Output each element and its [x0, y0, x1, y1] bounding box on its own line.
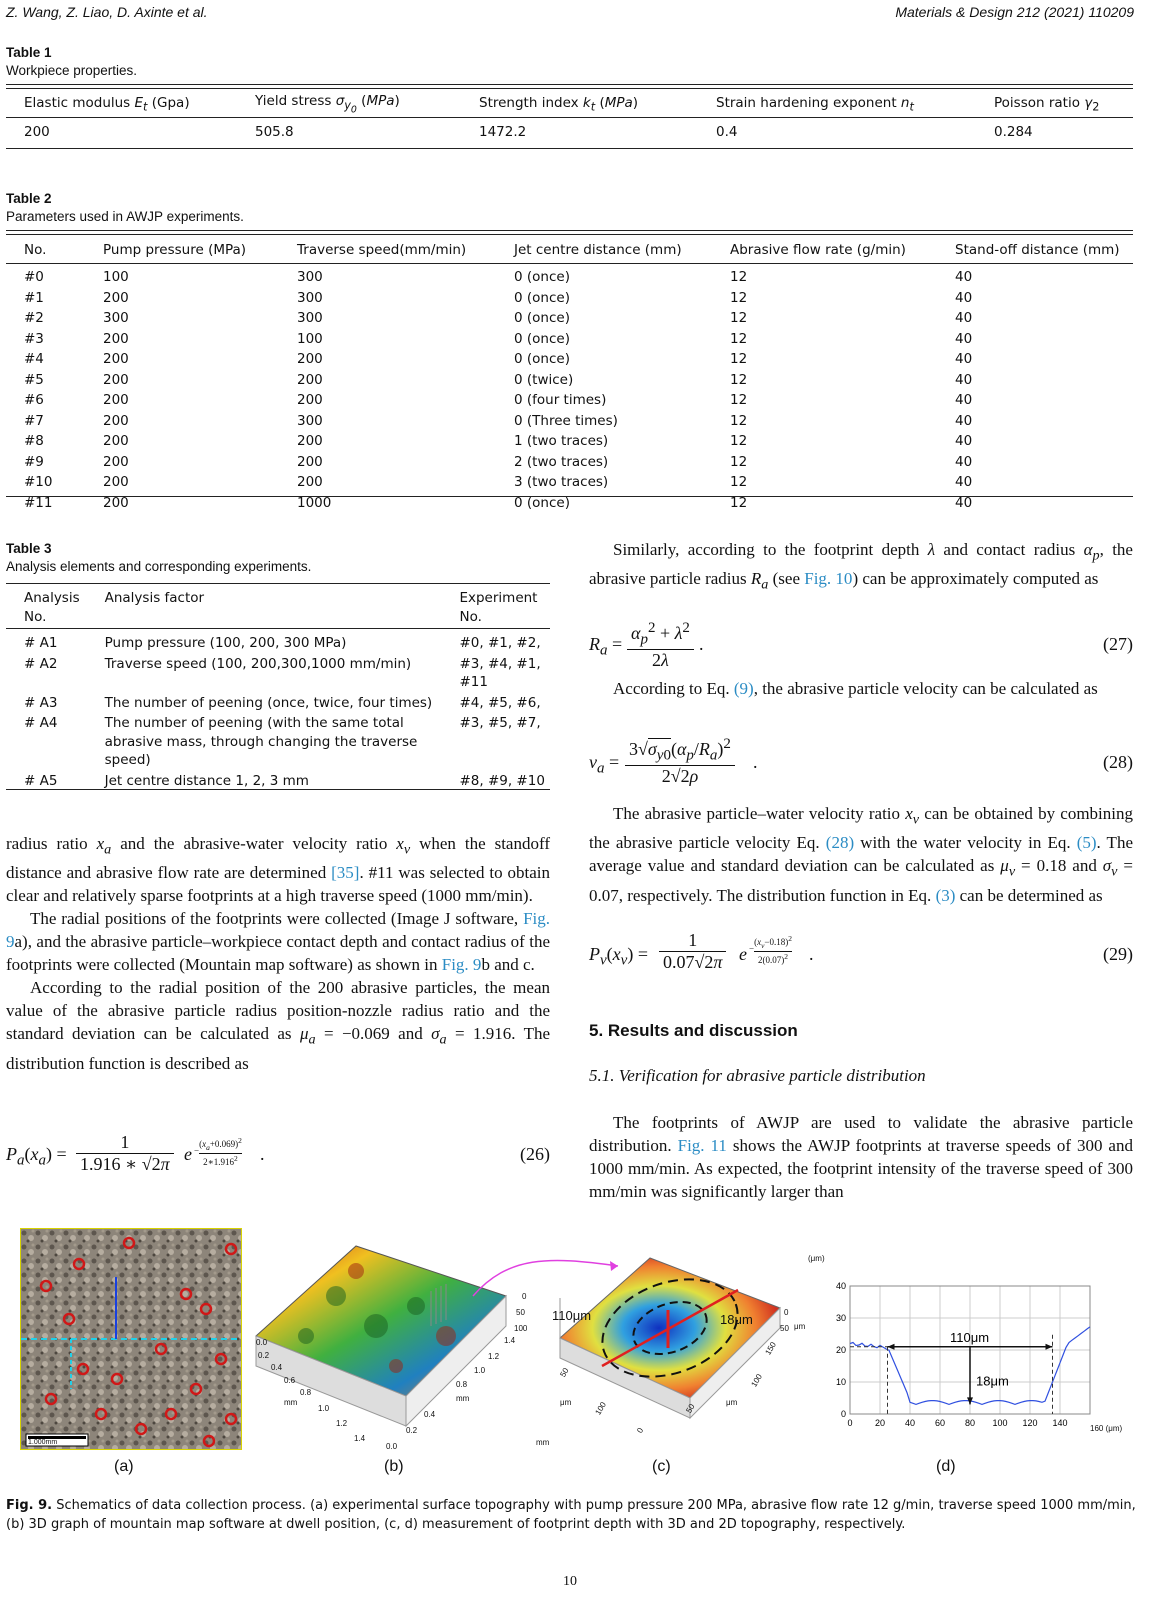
table3-header-cell: Experiment No.	[459, 590, 538, 625]
panel-label-d: (d)	[936, 1458, 956, 1475]
table-cell: 0 (four times)	[514, 392, 607, 408]
y-tick-label: 10	[835, 1377, 846, 1387]
table-row	[6, 411, 1133, 432]
c-tick: 150	[763, 1340, 778, 1357]
table-cell: 200	[103, 371, 129, 388]
table-cell: 200	[103, 494, 129, 511]
figure-link[interactable]: Fig. 10	[804, 569, 853, 589]
equation-26: $P_a(x_a)$ = $\frac{1}{1.916 ∗ √2\pi}$ e − $\frac{(x_a+0.069)^2}{2∗1.916^2}$ . (26)	[6, 1132, 550, 1174]
table-cell: #7	[24, 412, 44, 429]
right-column-top	[589, 538, 1133, 597]
table3-header-cell: Analysis factor	[104, 590, 205, 606]
table-cell: 200	[103, 474, 129, 490]
table2-header-cell: Traverse speed(mm/min)	[297, 241, 467, 258]
x-tick-label: 20	[874, 1418, 886, 1428]
table-cell: 12	[730, 289, 748, 306]
table-row	[6, 329, 1133, 350]
right-column-p3	[589, 802, 1133, 907]
table-row	[6, 390, 1133, 411]
table-cell: 12	[730, 371, 748, 388]
table-cell: #6	[24, 392, 44, 408]
c-width-label: 110μm	[552, 1308, 592, 1323]
panel-label-b: (b)	[384, 1458, 404, 1475]
table1-header: Yield stress $\sigma_{y_0}$ (MPa)	[255, 93, 400, 115]
table-cell: 40	[955, 310, 973, 326]
b-right-tick: 50	[516, 1308, 525, 1317]
x-tick-label: 80	[964, 1418, 976, 1428]
table-cell: 12	[730, 310, 748, 326]
table-row	[6, 431, 1133, 452]
x-tick-label: 140	[1052, 1418, 1068, 1428]
table-cell: 200	[103, 351, 129, 367]
table-cell: 40	[955, 453, 973, 470]
table-cell: 40	[955, 392, 973, 408]
micrograph-panel-a	[20, 1228, 242, 1450]
table-cell: 100	[103, 269, 129, 285]
page-number: 10	[563, 1574, 577, 1589]
c-tick: 50	[684, 1402, 697, 1415]
paragraph: radius ratio $x_a$ and the abrasive-water velocity ratio $x_v$ when the standoff distance and abrasive flow rate are determined [35]. #11 was selected to obtain clear and relatively sparse footprints at a high traverse speed (1000 mm/min).	[6, 834, 550, 906]
table-cell: 200	[297, 371, 323, 388]
table-cell: #8	[24, 433, 44, 449]
paragraph	[589, 1111, 1133, 1203]
c-mm-label: mm	[536, 1438, 550, 1447]
table-cell: 0 (once)	[514, 289, 570, 306]
b-tick-bottom: 1.0	[474, 1366, 486, 1375]
table-cell: 12	[730, 392, 748, 408]
table-cell: 40	[955, 474, 973, 490]
b-axis-unit: mm	[456, 1394, 470, 1403]
equation-27: $R_a$ = $\frac{\alpha_p^2 + \lambda^2}{2\lambda}$ . (27)	[589, 620, 1133, 670]
c-right-tick: 0	[784, 1308, 789, 1317]
table-row	[6, 713, 550, 771]
table-cell: 300	[297, 412, 323, 429]
b-tick: 1.0	[318, 1404, 330, 1413]
table-cell: 12	[730, 474, 748, 490]
table-cell: 12	[730, 269, 748, 285]
table-row	[6, 472, 1133, 493]
depth-label: 18μm	[976, 1373, 1009, 1389]
table2-header-cell: Jet centre distance (mm)	[514, 241, 682, 258]
table-cell: 40	[955, 433, 973, 449]
table-cell: #3, #5, #7,	[459, 715, 541, 731]
table2-header	[6, 237, 1133, 262]
table2-title: Parameters used in AWJP experiments.	[6, 209, 244, 224]
table-row	[6, 771, 550, 792]
equation-link[interactable]: (3)	[935, 885, 956, 905]
table-cell: 40	[955, 269, 973, 285]
b-tick-bottom: 1.2	[488, 1352, 500, 1361]
table-cell: # A1	[24, 635, 58, 651]
table-cell: 3 (two traces)	[514, 474, 609, 490]
table-cell: #2	[24, 310, 44, 326]
table-cell: 0 (once)	[514, 330, 570, 347]
table-cell: # A3	[24, 694, 58, 711]
table-cell: 40	[955, 289, 973, 306]
table1-header: Poisson ratio $\gamma_2$	[994, 94, 1100, 114]
paragraph	[6, 907, 550, 976]
arrowhead	[888, 1344, 895, 1350]
equation-link[interactable]: (9)	[733, 679, 754, 698]
table-row	[6, 267, 1133, 288]
table-cell: Pump pressure (100, 200, 300 MPa)	[104, 635, 347, 651]
text-span: According to Eq.	[613, 679, 734, 698]
table-cell: Jet centre distance 1, 2, 3 mm	[104, 772, 309, 789]
table-cell: # A2	[24, 655, 58, 672]
table-cell: 1000	[297, 494, 332, 511]
subsection-heading: 5.1. Verification for abrasive particle distribution	[589, 1066, 926, 1085]
table-cell: 200	[297, 453, 323, 470]
equation-number: (28)	[1103, 752, 1133, 772]
table-cell: Traverse speed (100, 200,300,1000 mm/min)	[104, 655, 412, 672]
table-cell: 200	[297, 433, 323, 449]
table3-label: Table 3	[6, 541, 52, 556]
panel-label-a: (a)	[114, 1458, 134, 1475]
text-span: The footprints of AWJP are used to validate the abrasive particle distribution.	[589, 1113, 1133, 1155]
table-cell: #0, #1, #2,	[459, 635, 541, 651]
text-span: shows the AWJP footprints at traverse speeds of 300 and 1000 mm/min. As expected, the footprint intensity of the traverse speed of 300 mm/min was significantly larger than	[589, 1136, 1133, 1201]
table-cell: 505.8	[255, 124, 294, 140]
c-depth-label: 18μm	[720, 1312, 753, 1327]
table-cell: 200	[24, 124, 50, 140]
figure-label: Fig. 9.	[6, 1498, 53, 1513]
figure-link[interactable]: Fig. 11	[677, 1136, 727, 1155]
table-cell: 12	[730, 412, 748, 429]
table-cell: 12	[730, 494, 748, 511]
table-cell: 0 (twice)	[514, 371, 574, 388]
b-right-tick: 0	[522, 1292, 527, 1301]
x-tick-label: 40	[904, 1418, 916, 1428]
table-cell: 300	[103, 310, 129, 326]
table3-body	[6, 633, 550, 791]
right-column-p4	[589, 1111, 1133, 1203]
table-cell: #0	[24, 269, 44, 285]
table2-header-row	[6, 237, 1133, 262]
c-tick: 100	[749, 1372, 764, 1389]
y-tick-label: 40	[835, 1281, 846, 1291]
text-span: b and c.	[481, 955, 535, 975]
paragraph	[589, 677, 1133, 700]
table-cell: 0 (once)	[514, 351, 570, 367]
paragraph: The abrasive particle–water velocity ratio $x_v$ can be obtained by combining the abrasive particle velocity Eq. (28) with the water velocity in Eq. (5). The average value and standard deviation can be calculated as $\mu_v = 0.18$ and $\sigma_v = 0.07$, respectively. The distribution function in Eq. (3) can be determined as	[589, 804, 1134, 905]
c-right-unit: μm	[794, 1322, 806, 1331]
table1-header-row	[6, 90, 1133, 118]
table-row	[6, 654, 550, 693]
equation-number: (27)	[1103, 634, 1133, 654]
b-tick: 1.2	[336, 1419, 348, 1428]
table-cell: 1472.2	[479, 124, 527, 140]
text-span: , the abrasive particle velocity can be calculated as	[753, 679, 1098, 698]
text-span: a), and the abrasive particle–workpiece contact depth and contact radius of the footprints were collected (Mountain map software) as shown in	[6, 932, 550, 975]
table-cell: # A5	[24, 772, 58, 789]
table3-header-row	[6, 588, 550, 627]
y-tick-label: 20	[835, 1345, 846, 1355]
b-tick: 0.8	[300, 1388, 312, 1397]
table-cell: 0 (once)	[514, 310, 570, 326]
table-row	[6, 452, 1133, 473]
figure-caption	[6, 1496, 1136, 1534]
x-tick-label: 60	[934, 1418, 946, 1428]
table1-body	[6, 120, 1133, 144]
table-cell: 200	[103, 453, 129, 470]
paragraph: According to the radial position of the 200 abrasive particles, the mean value of the abrasive particle radius position-nozzle radius ratio and the standard deviation can be calculated as $\mu_a = -0.069$ and $\sigma_a = 1.916$. The distribution function is described as	[6, 978, 550, 1073]
table3-title: Analysis elements and corresponding experiments.	[6, 559, 312, 574]
footprint-3d-plot-c	[540, 1238, 800, 1458]
table-cell: 40	[955, 494, 973, 511]
table-cell: 1 (two traces)	[514, 433, 609, 449]
table1-caption	[6, 44, 137, 80]
paragraph: Similarly, according to the footprint depth λ and contact radius $\alpha_p$, the abrasive particle radius $R_a$ (see Fig. 10) can be approximately computed as	[589, 540, 1133, 593]
equation-link[interactable]: (5)	[1076, 833, 1097, 853]
b-tick: 0.2	[258, 1351, 270, 1360]
c-tick: 100	[593, 1400, 608, 1417]
table-cell: 40	[955, 371, 973, 388]
table-cell: 2 (two traces)	[514, 453, 609, 470]
running-header-authors: Z. Wang, Z. Liao, D. Axinte et al.	[6, 4, 208, 20]
table-row	[6, 370, 1133, 391]
table-cell: 200	[103, 433, 129, 449]
micrograph-image	[21, 1229, 242, 1450]
b-tick-bottom: 1.4	[504, 1336, 516, 1345]
table1-header: Elastic modulus $E_t$ (Gpa)	[24, 94, 190, 114]
table3-header	[6, 588, 550, 627]
figure-link[interactable]: Fig. 9	[441, 955, 482, 975]
table-cell: 40	[955, 351, 973, 367]
panel-label-c: (c)	[652, 1458, 671, 1475]
table-cell: # A4	[24, 715, 58, 731]
x-tick-label: 120	[1022, 1418, 1038, 1428]
x-tick-label: 0	[847, 1418, 853, 1428]
table-cell: 300	[297, 269, 323, 285]
table-cell: 0 (once)	[514, 494, 570, 511]
b-right-tick: 100	[514, 1324, 528, 1333]
table-cell: 0.4	[716, 124, 738, 140]
text-span: The radial positions of the footprints were collected (Image J software,	[30, 909, 524, 929]
table-cell: #11	[24, 494, 53, 511]
table-row	[6, 120, 1133, 144]
table-cell: 12	[730, 330, 748, 347]
b-tick-bottom: 0.2	[406, 1426, 418, 1435]
b-tick: 0.6	[284, 1376, 296, 1385]
table-row	[6, 693, 550, 714]
table2-caption	[6, 190, 244, 226]
table1-label: Table 1	[6, 45, 52, 60]
table-cell: #3, #4, #1, #11	[459, 655, 541, 690]
table-cell: #4	[24, 351, 44, 367]
equation-28: $v_a$ = $\frac{3√\sigma_{y0}(\alpha_p/R_a)^2}{2√2\rho}$ . (28)	[589, 736, 1133, 786]
x-tick-label: 100	[992, 1418, 1008, 1428]
citation-link[interactable]: [35]	[331, 863, 360, 883]
table2-body	[6, 267, 1133, 513]
running-header-journal: Materials & Design 212 (2021) 110209	[895, 4, 1134, 20]
scale-bar-label: 1.000mm	[28, 1439, 58, 1446]
b-tick: 1.4	[354, 1434, 366, 1443]
table1-title: Workpiece properties.	[6, 63, 138, 78]
table-cell: #4, #5, #6,	[459, 694, 541, 711]
c-unit: μm	[726, 1398, 738, 1407]
b-tick-bottom: 0.0	[386, 1442, 398, 1451]
table-cell: 200	[103, 289, 129, 306]
table-cell: 0 (Three times)	[514, 412, 618, 429]
profile-plot-d	[828, 1266, 1118, 1436]
table-row	[6, 288, 1133, 309]
y-tick-label: 0	[840, 1409, 846, 1419]
table-cell: #10	[24, 474, 53, 490]
table-cell: 0 (once)	[514, 269, 570, 285]
table3-caption	[6, 540, 311, 576]
table-cell: #8, #9, #10	[459, 772, 545, 789]
d-y-unit: (μm)	[808, 1254, 825, 1263]
table-cell: 12	[730, 433, 748, 449]
table-row	[6, 633, 550, 654]
table-cell: 200	[103, 330, 129, 347]
c-right-tick: 50	[780, 1324, 789, 1333]
equation-link[interactable]: (28)	[825, 833, 855, 853]
arrowhead	[1046, 1344, 1053, 1350]
table-cell: 12	[730, 453, 748, 470]
table-row	[6, 349, 1133, 370]
y-tick-label: 30	[835, 1313, 846, 1323]
table-cell: 200	[103, 412, 129, 429]
equation-29: $P_v(x_v)$ = $\frac{1}{0.07√2\pi}$ e − $\frac{(x_v-0.18)^2}{2(0.07)^2}$ . (29)	[589, 930, 1133, 972]
b-tick-bottom: 0.8	[456, 1380, 468, 1389]
table-cell: The number of peening (once, twice, four times)	[104, 694, 433, 711]
equation-number: (26)	[520, 1144, 550, 1164]
table-cell: 0.284	[994, 124, 1033, 140]
table1	[6, 90, 1133, 118]
table-cell: 200	[297, 392, 323, 408]
table-cell: 12	[730, 351, 748, 367]
d-x-unit: 160 (μm)	[1090, 1424, 1123, 1433]
right-column-p2	[589, 677, 1133, 700]
figure-caption-text: Schematics of data collection process. (a) experimental surface topography with pump pressure 200 MPa, abrasive flow rate 12 g/min, traverse speed 1000 mm/min, (b) 3D graph of mountain map software at dwell position, (c, d) measurement of footprint depth with 3D and 2D topography, respectively.	[6, 1498, 1136, 1532]
equation-number: (29)	[1103, 944, 1133, 964]
table-cell: #5	[24, 371, 44, 388]
table-cell: 40	[955, 330, 973, 347]
table3-header-cell: Analysis No.	[24, 590, 80, 625]
table-cell: 200	[297, 474, 323, 490]
width-label: 110μm	[950, 1329, 990, 1345]
tick-label: 0.0	[256, 1338, 268, 1347]
table-cell: #1	[24, 289, 44, 306]
table-cell: 40	[955, 412, 973, 429]
table1-header: Strength index $k_t$ (MPa)	[479, 94, 639, 114]
figure-9	[18, 1226, 1133, 1486]
c-tick: 0	[635, 1426, 646, 1435]
table1-header: Strain hardening exponent $n_t$	[716, 94, 914, 114]
table-cell: 200	[103, 392, 129, 408]
table-cell: 300	[297, 289, 323, 306]
table-cell: #9	[24, 453, 44, 470]
table-cell: 200	[297, 351, 323, 367]
table2-header-cell: Stand-off distance (mm)	[955, 241, 1120, 258]
table2-header-cell: Abrasive flow rate (g/min)	[730, 241, 906, 258]
b-tick-bottom: 0.4	[424, 1410, 436, 1419]
table-row	[6, 308, 1133, 329]
table-cell: #3	[24, 330, 44, 347]
table-cell: 300	[297, 310, 323, 326]
b-axis-unit: mm	[284, 1398, 298, 1407]
table2-header-cell: Pump pressure (MPa)	[103, 241, 247, 258]
b-tick: 0.4	[271, 1363, 283, 1372]
table2-header-cell: No.	[24, 241, 47, 258]
c-unit: μm	[560, 1398, 572, 1407]
left-column	[6, 832, 550, 1075]
c-tick: 50	[558, 1366, 571, 1379]
table-cell: 100	[297, 330, 323, 347]
figure-link[interactable]: Fig. 9	[6, 909, 550, 952]
table2-label: Table 2	[6, 191, 52, 206]
table-cell: The number of peening (with the same total abrasive mass, through changing the traverse speed)	[104, 715, 418, 768]
section-heading: 5. Results and discussion	[589, 1021, 798, 1040]
